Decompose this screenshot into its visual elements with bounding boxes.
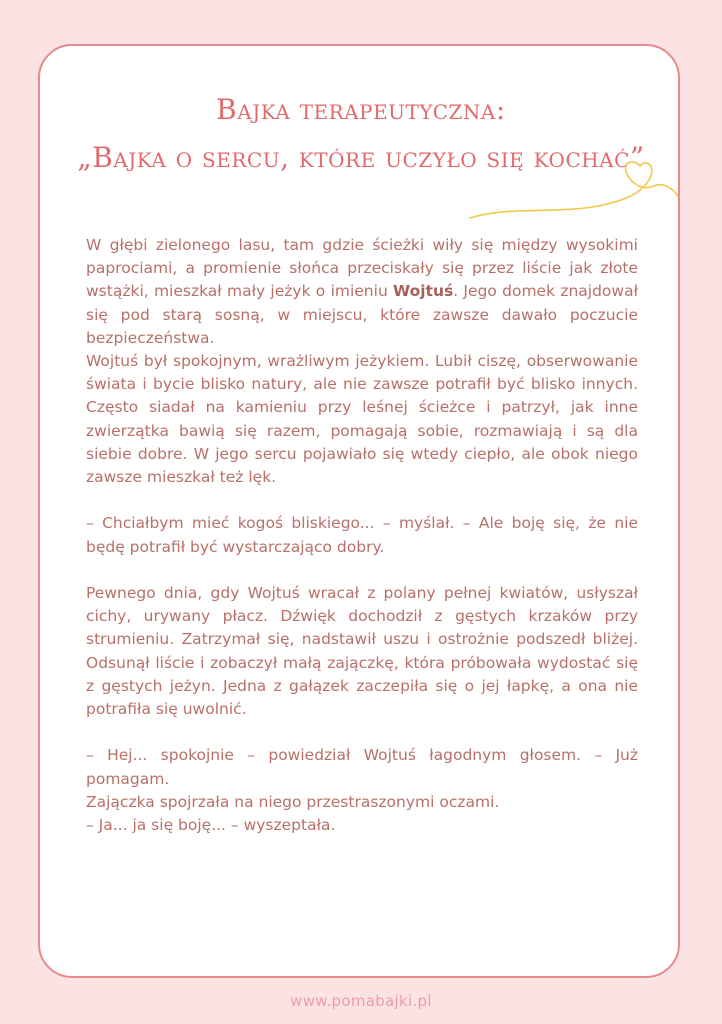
story-paragraph-6: Zajączka spojrzała na niego przestraszonymi oczami. — [86, 792, 500, 811]
heart-line-icon — [468, 156, 680, 222]
story-text — [86, 234, 638, 837]
title-line-1: Bajka terapeutyczna: — [216, 93, 506, 126]
paragraph-gap — [86, 559, 638, 582]
story-paragraph-3: – Chciałbym mieć kogoś bliskiego... – myślał. – Ale boję się, że nie będę potrafił być wystarczająco dobry. — [86, 514, 638, 556]
story-paragraph-4: Pewnego dnia, gdy Wojtuś wracał z polany pełnej kwiatów, usłyszał cichy, urywany płacz. Dźwięk dochodził z gęstych krzaków przy strumieniu. Zatrzymał się, nadstawił uszu i ostrożnie podszedł bliżej. Odsunął liście i zobaczył małą zajączkę, która próbowała wydostać się z gęstych jeżyn. Jedna z gałązek zaczepiła się o jej łapkę, a ona nie potrafiła się uwolnić. — [86, 584, 638, 719]
story-paragraph-7: – Ja... ja się boję... – wyszeptała. — [86, 816, 336, 835]
story-paragraph-5: – Hej... spokojnie – powiedział Wojtuś łagodnym głosem. – Już pomagam. — [86, 746, 638, 788]
story-paragraph-1 — [86, 234, 638, 350]
paragraph-1-start: W głębi zielonego lasu, tam gdzie ścieżki wiły się między wysokimi paprociami, a promienie słońca przeciskały się przez liście jak złote wstążki, mieszkał mały jeżyk o imieniu — [86, 236, 638, 301]
story-card — [38, 44, 680, 978]
paragraph-gap — [86, 721, 638, 744]
hero-name: Wojtuś — [393, 282, 454, 301]
footer-url: www.pomabajki.pl — [290, 992, 432, 1010]
paragraph-1-end: . Jego domek znajdował się pod starą sosną, w miejscu, które zawsze dawało poczucie bezpieczeństwa. — [86, 282, 638, 347]
paragraph-gap — [86, 489, 638, 512]
title-line-2: „Bajka o sercu, które uczyło się kochać” — [77, 141, 645, 174]
story-paragraph-2: Wojtuś był spokojnym, wrażliwym jeżykiem. Lubił ciszę, obserwowanie świata i bycie blisko natury, ale nie zawsze potrafił być blisko innych. Często siadał na kamieniu przy leśnej ścieżce i patrzył, jak inne zwierzątka bawią się razem, pomagają sobie, rozmawiają i są dla siebie dobre. W jego sercu pojawiało się wtedy ciepło, ale obok niego zawsze mieszkał też lęk. — [86, 352, 638, 487]
